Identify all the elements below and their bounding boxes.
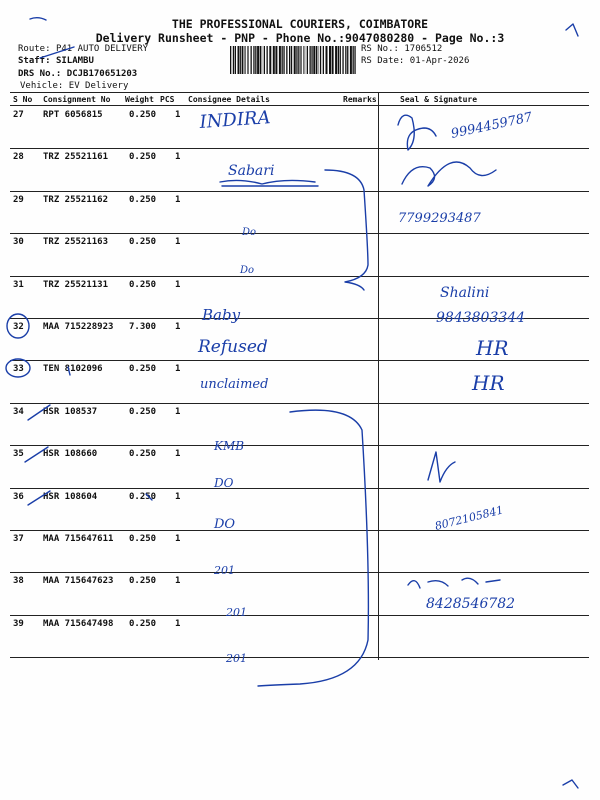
row-rule <box>10 403 589 404</box>
drs-line <box>18 69 137 79</box>
col-header-remarks: Remarks <box>343 95 377 104</box>
barcode-bar <box>347 46 348 74</box>
row-rule <box>10 276 589 277</box>
barcode-bar <box>296 46 297 74</box>
barcode-bar <box>294 46 296 74</box>
barcode-bar <box>316 46 317 74</box>
drs-value: DCJB170651203 <box>66 69 138 79</box>
row-rule <box>10 488 589 489</box>
route-line <box>18 44 148 54</box>
barcode-bar <box>342 46 343 74</box>
row-weight: 0.250 <box>129 449 157 460</box>
route-value: P41 AUTO DELIVERY <box>55 44 149 54</box>
rs-date-line <box>361 56 469 66</box>
hw-sabari: Sabari <box>228 163 275 179</box>
row-sno: 29 <box>13 194 24 205</box>
staff-label: Staff: <box>18 56 51 66</box>
barcode-bar <box>323 46 324 74</box>
barcode-bar <box>303 46 304 74</box>
row-weight: 0.250 <box>129 406 157 417</box>
hw-refused: Refused <box>198 337 268 357</box>
barcode-bar <box>275 46 277 74</box>
remarks-divider <box>378 92 379 660</box>
hw-do2: Do <box>240 265 255 276</box>
row-rule <box>10 191 589 192</box>
barcode <box>230 46 358 74</box>
row-weight: 0.250 <box>129 534 157 544</box>
barcode-bar <box>332 46 334 74</box>
stray-mark-bottom <box>563 780 578 788</box>
barcode-bar <box>260 46 261 74</box>
barcode-bar <box>338 46 339 74</box>
row-pcs: 1 <box>175 618 181 629</box>
hw-do1: Do <box>242 227 257 238</box>
row-rule <box>10 572 589 573</box>
hw-unclaimed: unclaimed <box>200 377 269 392</box>
row-pcs: 1 <box>175 534 181 544</box>
hw-p202: 201 <box>226 606 247 619</box>
rs-no-line <box>361 44 442 54</box>
row-rule <box>10 360 589 361</box>
row-pcs: 1 <box>175 152 181 163</box>
hw-phone5: 8428546782 <box>426 596 516 612</box>
hw-p203: 201 <box>226 652 247 665</box>
row-consignment-no: TRZ 25521163 <box>43 237 109 248</box>
row-weight: 0.250 <box>129 279 157 290</box>
hw-do4: DO <box>214 517 236 532</box>
barcode-bar <box>248 46 249 74</box>
signature-27 <box>398 115 436 150</box>
barcode-bar <box>326 46 328 74</box>
barcode-bar <box>291 46 292 74</box>
row-pcs: 1 <box>175 576 181 587</box>
barcode-bar <box>264 46 265 74</box>
row-weight: 0.250 <box>129 152 157 163</box>
barcode-bar <box>240 46 241 74</box>
company-title: THE PROFESSIONAL COURIERS, COIMBATORE <box>171 17 429 31</box>
row-pcs: 1 <box>175 110 181 120</box>
barcode-bar <box>251 46 252 74</box>
table-top-rule <box>10 92 589 93</box>
barcode-bar <box>267 46 268 74</box>
row-consignment-no: TEN 8102096 <box>43 364 103 375</box>
signature-28 <box>402 162 496 186</box>
barcode-bar <box>313 46 315 74</box>
row-pcs: 1 <box>175 279 181 290</box>
row-weight: 0.250 <box>129 110 157 120</box>
col-header-seal: Seal & Signature <box>400 95 478 104</box>
row-sno: 39 <box>13 618 24 629</box>
hw-hr1: HR <box>476 336 509 360</box>
row-rule <box>10 445 589 446</box>
barcode-bar <box>301 46 302 74</box>
vehicle-line <box>20 81 128 91</box>
barcode-bar <box>279 46 281 74</box>
row-weight: 0.250 <box>129 491 157 502</box>
row-weight: 0.250 <box>129 364 157 375</box>
barcode-bar <box>310 46 311 74</box>
row-weight: 0.250 <box>129 237 157 248</box>
hw-phone4: 8072105841 <box>433 503 505 533</box>
barcode-bar <box>335 46 337 74</box>
row-rule <box>10 148 589 149</box>
bracket-upper <box>325 170 368 290</box>
row-consignment-no: TRZ 25521162 <box>43 194 109 205</box>
hw-phone1: 9994459787 <box>449 110 534 142</box>
barcode-bar <box>340 46 341 74</box>
row-weight: 0.250 <box>129 618 157 629</box>
barcode-bar <box>307 46 308 74</box>
signature-38 <box>408 578 500 588</box>
row-pcs: 1 <box>175 491 181 502</box>
signature-35 <box>428 452 455 482</box>
barcode-bar <box>300 46 301 74</box>
row-rule <box>10 530 589 531</box>
barcode-bar <box>286 46 287 74</box>
row-pcs: 1 <box>175 449 181 460</box>
row-weight: 0.250 <box>129 576 157 587</box>
row-consignment-no: HSR 108660 <box>43 449 98 460</box>
barcode-bar <box>282 46 283 74</box>
barcode-bar <box>273 46 275 74</box>
barcode-bar <box>298 46 299 74</box>
row-weight: 0.250 <box>129 194 157 205</box>
barcode-bar <box>311 46 312 74</box>
barcode-bar <box>230 46 231 74</box>
barcode-bar <box>245 46 246 74</box>
row-consignment-no: MAA 715228923 <box>43 322 114 332</box>
row-pcs: 1 <box>175 194 181 205</box>
barcode-bar <box>262 46 263 74</box>
row-consignment-no: RPT 6056815 <box>43 110 103 120</box>
row-rule <box>10 318 589 319</box>
barcode-bar <box>329 46 331 74</box>
barcode-bar <box>289 46 290 74</box>
barcode-bar <box>350 46 352 74</box>
barcode-bar <box>233 46 234 74</box>
row-consignment-no: HSR 108537 <box>43 406 98 417</box>
barcode-bar <box>269 46 271 74</box>
hw-shalini: Shalini <box>440 285 490 301</box>
scribble-28 <box>220 180 318 186</box>
rs-date-value: 01-Apr-2026 <box>409 56 470 66</box>
barcode-bar <box>354 46 355 74</box>
rs-date-label: RS Date: <box>361 56 405 66</box>
row-pcs: 1 <box>175 364 181 375</box>
barcode-bar <box>353 46 354 74</box>
row-sno: 32 <box>13 322 24 332</box>
row-weight: 7.300 <box>129 322 157 332</box>
barcode-bar <box>318 46 319 74</box>
col-header-consignee: Consignee Details <box>188 95 270 104</box>
barcode-bar <box>247 46 248 74</box>
row-sno: 33 <box>13 364 24 375</box>
barcode-bar <box>320 46 321 74</box>
row-sno: 28 <box>13 152 24 163</box>
barcode-bar <box>242 46 243 74</box>
hw-phone2: 7799293487 <box>398 211 481 226</box>
row-sno: 31 <box>13 279 24 290</box>
row-sno: 34 <box>13 406 24 417</box>
row-consignment-no: MAA 715647498 <box>43 618 114 629</box>
row-pcs: 1 <box>175 406 181 417</box>
row-sno: 27 <box>13 110 24 120</box>
table-header-rule <box>10 105 589 106</box>
row-consignment-no: TRZ 25521131 <box>43 279 109 290</box>
barcode-bar <box>305 46 306 74</box>
row-rule <box>10 657 589 658</box>
staff-value: SILAMBU <box>55 56 94 66</box>
row-consignment-no: MAA 715647611 <box>43 534 114 544</box>
hw-baby: Baby <box>202 306 241 324</box>
row-rule <box>10 615 589 616</box>
bracket-lower <box>258 410 368 686</box>
row-consignment-no: TRZ 25521161 <box>43 152 109 163</box>
row-rule <box>10 233 589 234</box>
barcode-bar <box>253 46 254 74</box>
barcode-bar <box>244 46 245 74</box>
col-header-consignment: Consignment No <box>43 95 111 104</box>
barcode-bar <box>255 46 256 74</box>
col-header-pcs: PCS <box>160 95 175 104</box>
runsheet-subtitle: Delivery Runsheet - PNP - Phone No.:9047080280 - Page No.:3 <box>95 31 505 45</box>
barcode-bar <box>257 46 259 74</box>
barcode-bar <box>235 46 236 74</box>
staff-line <box>18 56 94 66</box>
hw-phone3: 9843803344 <box>436 310 526 326</box>
row-pcs: 1 <box>175 237 181 248</box>
row-consignment-no: HSR 108604 <box>43 491 98 502</box>
vehicle-value: EV Delivery <box>68 81 129 91</box>
drs-label: DRS No.: <box>18 69 62 79</box>
row-sno: 35 <box>13 449 24 460</box>
col-header-sno: S No <box>13 95 33 104</box>
hw-do3: DO <box>214 476 234 490</box>
vehicle-label: Vehicle: <box>20 81 64 91</box>
route-label: Route: <box>18 44 51 54</box>
barcode-bar <box>283 46 284 74</box>
row-consignment-no: MAA 715647623 <box>43 576 114 587</box>
hw-hr2: HR <box>472 371 505 395</box>
row-sno: 37 <box>13 534 24 544</box>
row-pcs: 1 <box>175 322 181 332</box>
rs-no-value: 1706512 <box>404 44 443 54</box>
hw-p201: 201 <box>214 564 235 577</box>
row-sno: 30 <box>13 237 24 248</box>
col-header-weight: Weight <box>125 95 154 104</box>
barcode-bar <box>345 46 346 74</box>
barcode-bar <box>238 46 240 74</box>
row-sno: 38 <box>13 576 24 587</box>
rs-no-label: RS No.: <box>361 44 399 54</box>
hw-indira: INDIRA <box>198 107 272 133</box>
row-sno: 36 <box>13 491 24 502</box>
hw-kmb: KMB <box>214 439 245 453</box>
